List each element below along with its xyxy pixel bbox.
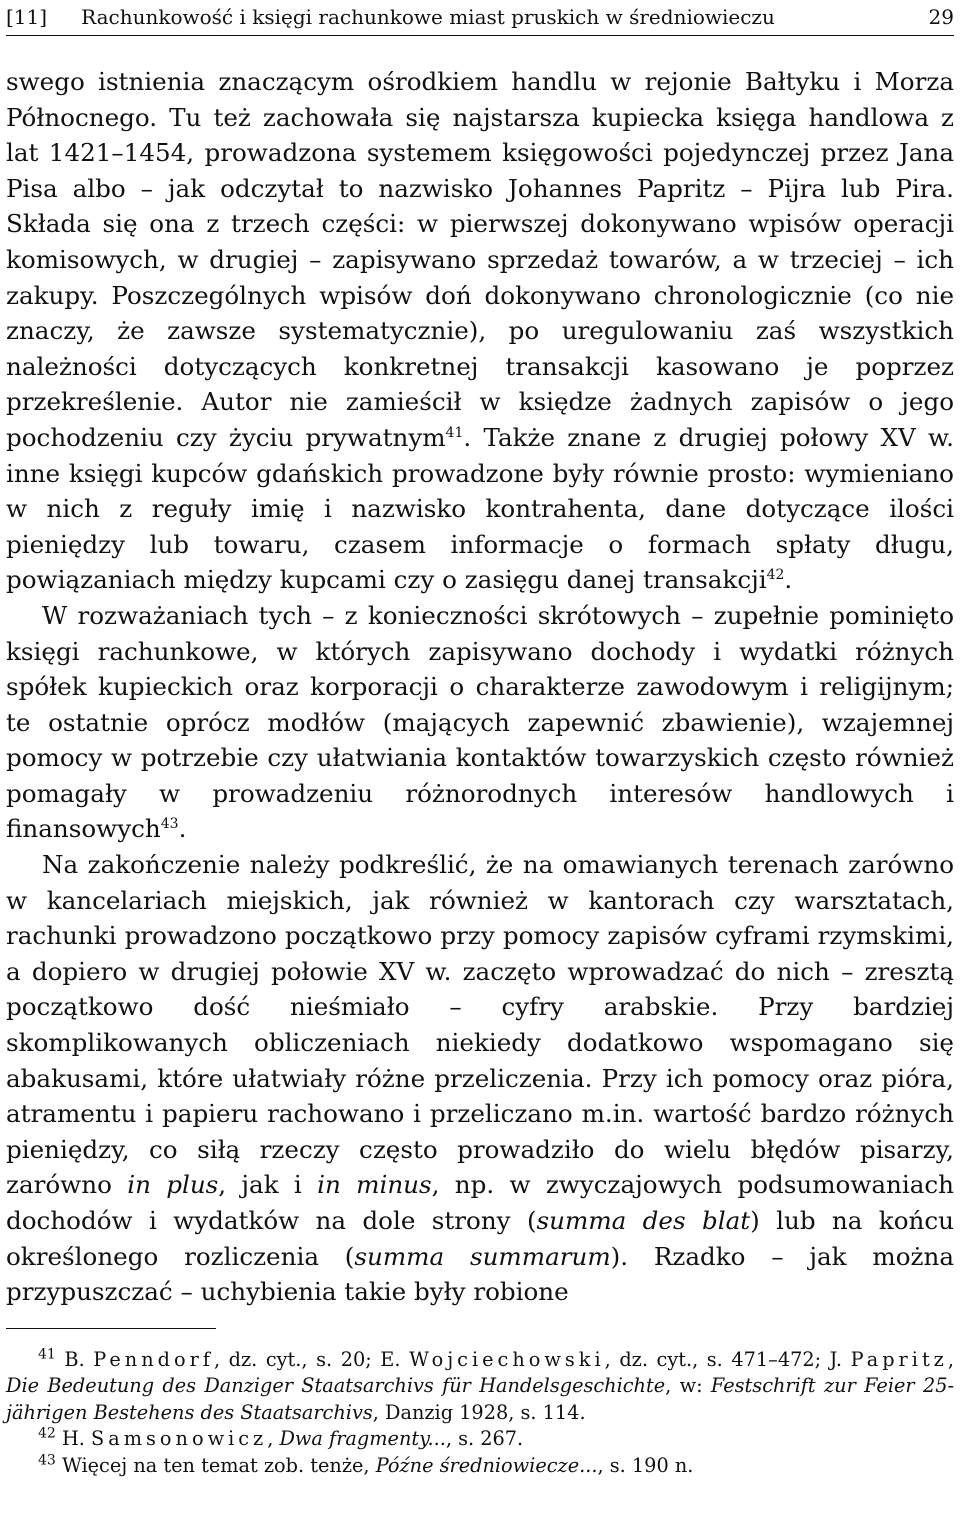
italic-term: summa summarum xyxy=(354,1241,611,1271)
footnote-41: $^{41}$ B. Penndorf, dz. cyt., s. 20; E. Wojciechowski, dz. cyt., s. 471–472; J. Papritz, Die Bedeutung des Danziger Staatsarchivs für Handelsgeschichte, w: Festschrift zur Feier 25-jährigen Bestehens des Staatsarchivs, Danzig 1928, s. 114. xyxy=(6,1346,955,1424)
work-title: Die Bedeutung des Danziger Staatsarchivs für Handelsgeschichte xyxy=(6,1374,666,1398)
author-name: Wojciechowski xyxy=(409,1347,605,1371)
author-name: Samsonowicz xyxy=(91,1427,268,1451)
paragraph-3: Na zakończenie należy podkreślić, że na omawianych terenach zarówno w kancelariach miejskich, jak również w kantorach czy warsztatach, rachunki prowadzono początkowo przy pomocy zapisów cyframi rzymskimi, a dopiero w drugiej połowie XV w. zaczęto wprowadzać do nich – zresztą początkowo dość nieśmiało – cyfry arabskie. Przy bardziej skomplikowanych obliczeniach niekiedy dodatkowo wspomagano się abakusami, które ułatwiały różne przeliczenia. Przy ich pomocy oraz pióra, atramentu i papieru rachowano i przeliczano m.in. wartość bardzo różnych pieniędzy, co siłą rzeczy często prowadziło do wielu błędów pisarzy, zarówno in plus, jak i in minus, np. w zwyczajowych podsumowaniach dochodów i wydatków na dole strony (summa des blat) lub na końcu określonego rozliczenia (summa summarum). Rzadko – jak można przypuszczać – uchybienia takie były robione xyxy=(6,850,955,1307)
author-name: Papritz xyxy=(850,1347,948,1371)
italic-term: summa des blat xyxy=(536,1206,751,1235)
paragraph-2: W rozważaniach tych – z konieczności skrótowych – zupełnie pominięto księgi rachunkowe, w których zapisywano dochody i wydatki różnych spółek kupieckich oraz korporacji o charakterze zawodowym i religijnym; te ostatnie oprócz modłów (mających zapewnić zbawienie), wzajemnej pomocy w potrzebie czy ułatwiania kontaktów towarzyskich często również pomagały w prowadzeniu różnorodnych interesów handlowych i finansowych$^{43}$. xyxy=(6,600,954,844)
footnote-ref-41[interactable]: 41 xyxy=(445,424,464,441)
body-text xyxy=(6,64,954,1310)
header-section-number: [11] xyxy=(6,5,48,29)
italic-term: in minus xyxy=(317,1170,432,1200)
header-title: Rachunkowość i księgi rachunkowe miast pruskich w średniowieczu xyxy=(81,5,775,29)
page xyxy=(6,0,954,1479)
footnotes xyxy=(6,1347,954,1480)
footnote-42: $^{42}$ H. Samsonowicz, Dwa fragmenty..., s. 267. xyxy=(38,1425,524,1451)
work-title: Dwa fragmenty... xyxy=(279,1427,446,1451)
paragraph-1: swego istnienia znaczącym ośrodkiem handlu w rejonie Bałtyku i Morza Północnego. Tu też zachowała się najstarsza kupiecka księga handlowa z lat 1421–1454, prowadzona systemem księgowości pojedynczej przez Jana Pisa albo – jak odczytał to nazwisko Johannes Papritz – Pijra lub Pira. Składa się ona z trzech części: w pierwszej dokonywano wpisów operacji komisowych, w drugiej – zapisywano sprzedaż towarów, a w trzeciej – ich zakupy. Poszczególnych wpisów doń dokonywano chronologicznie (co nie znaczy, że zawsze systematycznie), po uregulowaniu zaś wszystkich należności dotyczących konkretnej transakcji kasowano je poprzez przekreślenie. Autor nie zamieścił w księdze żadnych zapisów o jego pochodzeniu czy życiu prywatnym$^{41}$. Także znane z drugiej połowy XV w. inne księgi kupców gdańskich prowadzone były równie prosto: wymieniano w nich z reguły imię i nazwisko kontrahenta, dane dotyczące ilości pieniędzy lub towaru, czasem informacje o formach spłaty długu, powiązaniach między kupcami czy o zasięgu danej transakcji$^{42}$. xyxy=(6,67,954,595)
page-number: 29 xyxy=(928,5,954,29)
footnote-ref-42[interactable]: 42 xyxy=(766,567,785,584)
author-name: Penndorf xyxy=(93,1347,214,1371)
italic-term: in plus xyxy=(127,1170,219,1200)
work-title: Festschrift zur Feier 25-jährigen Bestehens des Staatsarchivs xyxy=(6,1374,955,1424)
footnotes-divider xyxy=(6,1328,216,1329)
footnote-ref-43[interactable]: 43 xyxy=(160,816,179,833)
running-header xyxy=(6,0,954,36)
footnote-43: $^{43}$ Więcej na ten temat zob. tenże, Późne średniowiecze..., s. 190 n. xyxy=(38,1452,694,1477)
work-title: Późne średniowiecze... xyxy=(375,1453,598,1477)
